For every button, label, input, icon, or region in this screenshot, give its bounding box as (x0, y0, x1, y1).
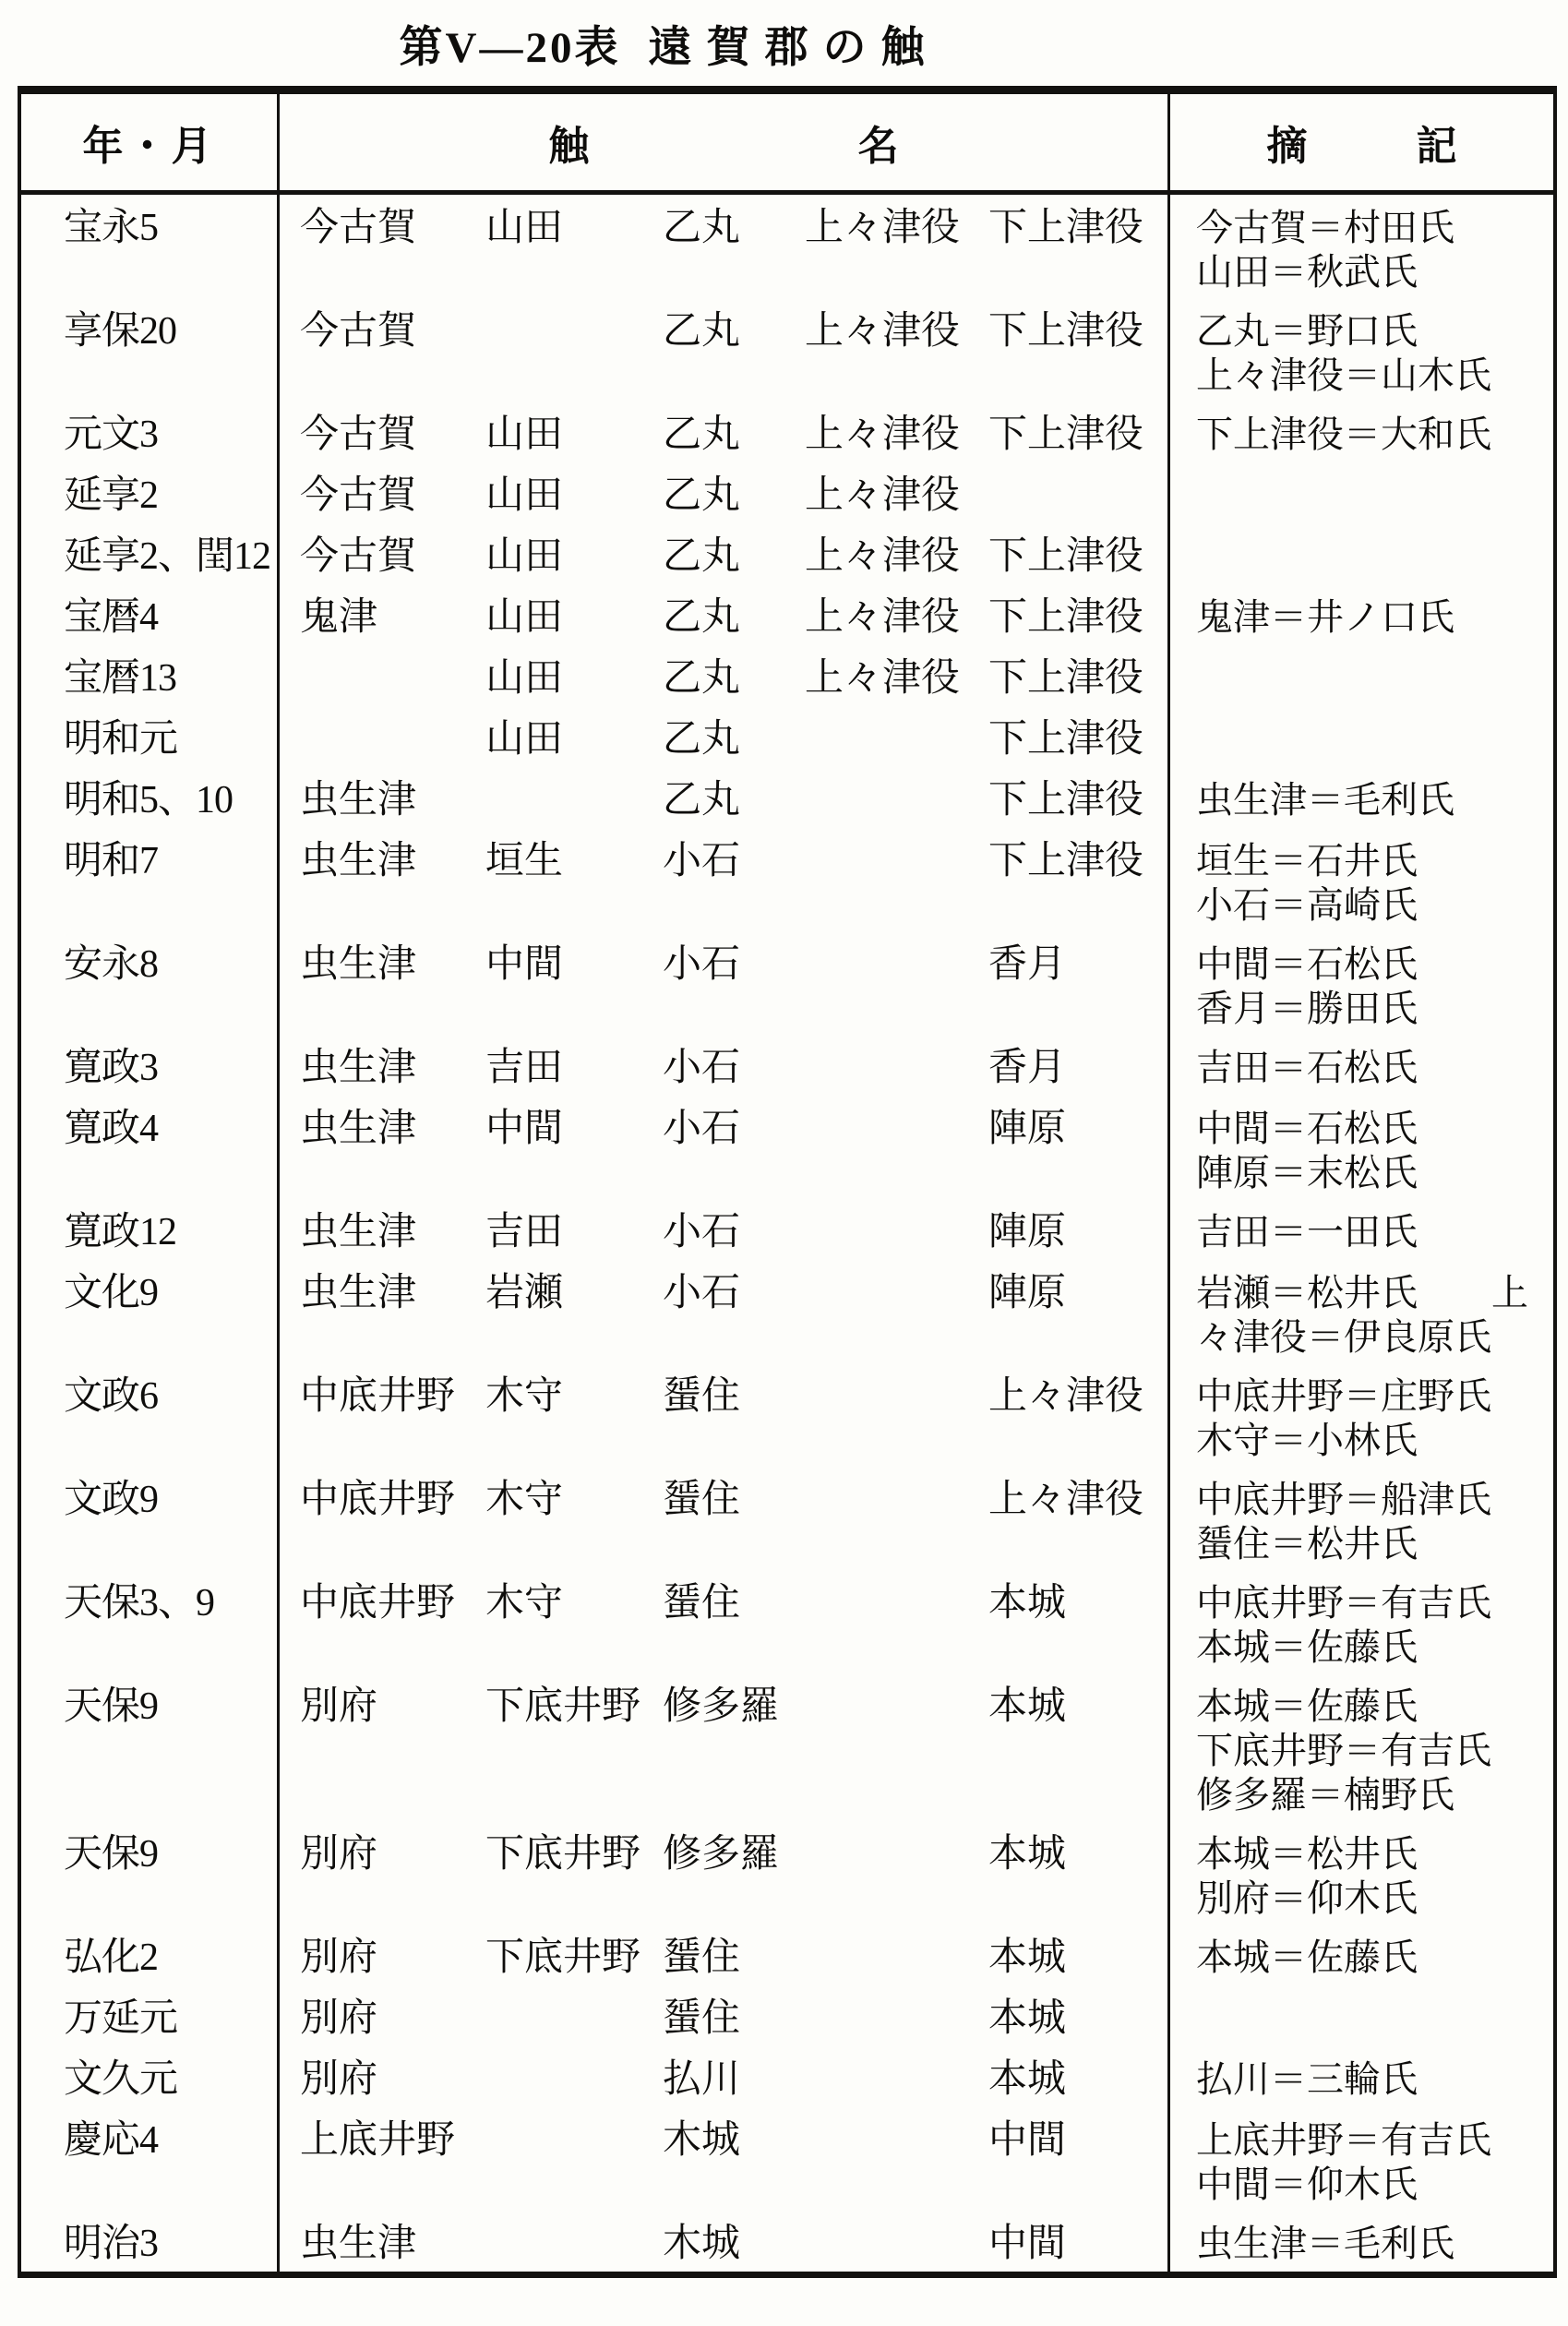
note-line: 修多羅＝楠野氏 (1196, 1774, 1454, 1816)
table-row (21, 402, 1553, 462)
cell-fure-c4 (801, 2211, 981, 2272)
cell-fure-c3: 乙丸 (663, 657, 741, 700)
note-line: 本城＝佐藤氏 (1196, 1626, 1418, 1668)
note-line: 本城＝松井氏 (1196, 1833, 1418, 1875)
cell-fure-c4: 上々津役 (805, 596, 961, 639)
cell-fure-c1: 今古賀 (300, 310, 417, 353)
cell-fure-c3: 乙丸 (663, 779, 741, 821)
cell-fure-c1: 別府 (300, 1936, 378, 1979)
cell-fure-c1: 虫生津 (300, 943, 417, 986)
cell-note (1170, 931, 1553, 1035)
note-line: 鬼津＝井ノ口氏 (1196, 596, 1454, 638)
cell-fure-c2: 山田 (485, 535, 564, 578)
note-line: 上々津役＝山木氏 (1196, 354, 1491, 396)
cell-fure-c1: 今古賀 (300, 207, 417, 249)
cell-fure-c2: 山田 (485, 596, 564, 639)
cell-year: 宝暦4 (21, 584, 280, 645)
cell-note (1170, 1821, 1553, 1924)
cell-fure-c1: 今古賀 (300, 414, 417, 456)
cell-fure-c2: 下底井野 (485, 1685, 641, 1728)
cell-fure-c3: 修多羅 (663, 1685, 780, 1728)
cell-fure-c3: 蜑住 (663, 1479, 741, 1521)
cell-fure-c4 (801, 828, 981, 931)
cell-fure-c4 (801, 1924, 981, 1985)
cell-fure-c4: 上々津役 (805, 474, 961, 517)
note-line: 中間＝石松氏 (1196, 943, 1418, 985)
note-line: 吉田＝石松氏 (1196, 1047, 1418, 1088)
cell-fure-c5: 陣原 (981, 1199, 1170, 1260)
cell-fure-c2: 岩瀬 (485, 1272, 564, 1314)
cell-fure-c2 (478, 2046, 653, 2107)
table-row (21, 1821, 1553, 1924)
cell-note (1170, 523, 1553, 584)
cell-fure-c4 (801, 706, 981, 767)
cell-fure-c5: 本城 (981, 2046, 1170, 2107)
cell-fure-c2: 山田 (485, 718, 564, 761)
table-row (21, 2046, 1553, 2107)
cell-fure-c1: 今古賀 (300, 535, 417, 578)
header-fure-name (280, 94, 1170, 190)
table-row (21, 1260, 1553, 1363)
cell-year: 寛政12 (21, 1199, 280, 1260)
note-line: 乙丸＝野口氏 (1196, 310, 1418, 352)
cell-fure-c2 (478, 1985, 653, 2046)
cell-note (1170, 1570, 1553, 1673)
cell-fure-c2: 下底井野 (485, 1936, 641, 1979)
table-row (21, 1467, 1553, 1570)
cell-fure-c4 (801, 1096, 981, 1199)
cell-fure-c5: 上々津役 (981, 1467, 1170, 1570)
cell-fure-c3: 蜑住 (663, 1582, 741, 1625)
cell-fure-c5: 下上津役 (981, 645, 1170, 706)
cell-note (1170, 298, 1553, 402)
cell-year: 宝永5 (21, 195, 280, 298)
cell-fure-c2 (478, 298, 653, 402)
table-row (21, 462, 1553, 523)
cell-fure-c3: 木城 (663, 2223, 741, 2265)
cell-note (1170, 1673, 1553, 1821)
cell-fure-c3: 乙丸 (663, 474, 741, 517)
cell-year: 文久元 (21, 2046, 280, 2107)
cell-note (1170, 462, 1553, 523)
cell-fure-c1: 上底井野 (300, 2119, 456, 2162)
cell-fure-c5: 陣原 (981, 1260, 1170, 1363)
cell-year: 文政6 (21, 1363, 280, 1467)
table-row (21, 1096, 1553, 1199)
cell-fure-c1: 中底井野 (300, 1479, 456, 1521)
header-notes (1170, 94, 1553, 190)
note-line: 岩瀬＝松井氏 上 (1196, 1272, 1528, 1313)
cell-note (1170, 1260, 1553, 1363)
cell-fure-c5: 本城 (981, 1924, 1170, 1985)
cell-fure-c1: 虫生津 (300, 2223, 417, 2265)
cell-note (1170, 2107, 1553, 2211)
cell-fure-c2: 木守 (485, 1479, 564, 1521)
cell-fure-c1: 別府 (300, 2058, 378, 2101)
cell-fure-c5: 中間 (981, 2107, 1170, 2211)
cell-fure-c3: 小石 (663, 1211, 741, 1253)
note-line: 中底井野＝庄野氏 (1196, 1375, 1491, 1417)
cell-year: 天保9 (21, 1673, 280, 1821)
table-number: 第V—20表 (399, 24, 621, 72)
cell-fure-c4 (801, 1821, 981, 1924)
note-line: 本城＝佐藤氏 (1196, 1936, 1418, 1978)
cell-fure-c4 (801, 931, 981, 1035)
table-row (21, 1924, 1553, 1985)
cell-fure-c3: 小石 (663, 840, 741, 882)
table-row (21, 2107, 1553, 2211)
table-row (21, 828, 1553, 931)
cell-year: 明和5、10 (21, 767, 280, 828)
cell-fure-c3: 小石 (663, 943, 741, 986)
cell-fure-c3: 乙丸 (663, 596, 741, 639)
table-header-row (21, 94, 1553, 195)
cell-fure-c4 (801, 2046, 981, 2107)
cell-year: 元文3 (21, 402, 280, 462)
cell-fure-c5: 香月 (981, 1035, 1170, 1096)
cell-fure-c2: 山田 (485, 474, 564, 517)
table-row (21, 584, 1553, 645)
cell-fure-c5: 下上津役 (981, 706, 1170, 767)
table-row (21, 1570, 1553, 1673)
cell-fure-c1: 中底井野 (300, 1582, 456, 1625)
note-line: 今古賀＝村田氏 (1196, 207, 1454, 248)
cell-fure-c1: 虫生津 (300, 779, 417, 821)
table-row (21, 298, 1553, 402)
cell-note (1170, 402, 1553, 462)
cell-fure-c2: 中間 (485, 943, 564, 986)
table-row (21, 195, 1553, 298)
table-title-text: 遠賀郡の触 (648, 24, 940, 72)
cell-fure-c1: 虫生津 (300, 1108, 417, 1150)
cell-year: 安永8 (21, 931, 280, 1035)
cell-fure-c5: 本城 (981, 1673, 1170, 1821)
cell-note (1170, 767, 1553, 828)
note-line: 虫生津＝毛利氏 (1196, 779, 1454, 821)
cell-fure-c3: 乙丸 (663, 310, 741, 353)
cell-year: 延享2、閏12 (21, 523, 280, 584)
cell-fure-c2: 木守 (485, 1375, 564, 1418)
note-line: 下底井野＝有吉氏 (1196, 1730, 1491, 1771)
table-row (21, 1673, 1553, 1821)
cell-note (1170, 1924, 1553, 1985)
cell-fure-c5: 下上津役 (981, 767, 1170, 828)
cell-fure-c3: 小石 (663, 1108, 741, 1150)
cell-fure-c4 (801, 1260, 981, 1363)
cell-fure-c3: 小石 (663, 1047, 741, 1089)
cell-fure-c3: 蜑住 (663, 1997, 741, 2040)
note-line: 吉田＝一田氏 (1196, 1211, 1418, 1253)
cell-fure-c2: 吉田 (485, 1211, 564, 1253)
header-na-char: 名 (857, 124, 899, 169)
note-line: 々津役＝伊良原氏 (1196, 1316, 1491, 1358)
cell-note (1170, 1096, 1553, 1199)
note-line: 木守＝小林氏 (1196, 1420, 1418, 1461)
cell-fure-c3: 乙丸 (663, 535, 741, 578)
cell-fure-c5: 下上津役 (981, 402, 1170, 462)
page-title (0, 0, 1338, 75)
cell-year: 享保20 (21, 298, 280, 402)
header-note-char-left: 摘 (1266, 124, 1308, 169)
cell-year: 明治3 (21, 2211, 280, 2272)
cell-fure-c4 (801, 2107, 981, 2211)
cell-fure-c2: 山田 (485, 207, 564, 249)
table-row (21, 767, 1553, 828)
cell-year: 寛政3 (21, 1035, 280, 1096)
cell-fure-c5: 上々津役 (981, 1363, 1170, 1467)
cell-fure-c2: 山田 (485, 657, 564, 700)
cell-fure-c4 (801, 1673, 981, 1821)
cell-note (1170, 584, 1553, 645)
table-row (21, 523, 1553, 584)
cell-fure-c2: 木守 (485, 1582, 564, 1625)
cell-fure-c4: 上々津役 (805, 414, 961, 456)
cell-fure-c2: 吉田 (485, 1047, 564, 1089)
cell-fure-c3: 乙丸 (663, 718, 741, 761)
cell-fure-c4: 上々津役 (805, 310, 961, 353)
note-line: 中底井野＝有吉氏 (1196, 1582, 1491, 1624)
cell-fure-c2 (478, 2211, 653, 2272)
cell-fure-c1: 別府 (300, 1685, 378, 1728)
cell-fure-c2 (478, 2107, 653, 2211)
note-line: 下上津役＝大和氏 (1196, 414, 1491, 455)
table-row (21, 1035, 1553, 1096)
note-line: 中底井野＝船津氏 (1196, 1479, 1491, 1520)
cell-fure-c3: 乙丸 (663, 207, 741, 249)
note-line: 垣生＝石井氏 (1196, 840, 1418, 881)
cell-fure-c4 (801, 1467, 981, 1570)
cell-year: 万延元 (21, 1985, 280, 2046)
note-line: 陣原＝末松氏 (1196, 1152, 1418, 1193)
note-line: 中間＝石松氏 (1196, 1108, 1418, 1149)
note-line: 蜑住＝松井氏 (1196, 1523, 1418, 1565)
cell-fure-c3: 払川 (663, 2058, 741, 2101)
cell-note (1170, 2211, 1553, 2272)
cell-year: 文政9 (21, 1467, 280, 1570)
table-body (21, 195, 1553, 2272)
cell-note (1170, 706, 1553, 767)
cell-fure-c3: 小石 (663, 1272, 741, 1314)
table-row (21, 706, 1553, 767)
cell-year: 明和7 (21, 828, 280, 931)
cell-note (1170, 1035, 1553, 1096)
cell-fure-c4: 上々津役 (805, 207, 961, 249)
cell-year: 文化9 (21, 1260, 280, 1363)
cell-fure-c5: 香月 (981, 931, 1170, 1035)
cell-fure-c1: 別府 (300, 1997, 378, 2040)
cell-fure-c4 (801, 1985, 981, 2046)
note-line: 香月＝勝田氏 (1196, 988, 1418, 1029)
header-note-char-right: 記 (1416, 124, 1457, 169)
cell-fure-c1: 鬼津 (300, 596, 378, 639)
cell-fure-c3: 蜑住 (663, 1936, 741, 1979)
cell-year: 宝暦13 (21, 645, 280, 706)
fure-table (18, 86, 1557, 2278)
cell-year: 明和元 (21, 706, 280, 767)
cell-fure-c5: 陣原 (981, 1096, 1170, 1199)
note-line: 山田＝秋武氏 (1196, 251, 1418, 293)
cell-fure-c3: 乙丸 (663, 414, 741, 456)
cell-fure-c3: 蜑住 (663, 1375, 741, 1418)
note-line: 虫生津＝毛利氏 (1196, 2223, 1454, 2264)
table-row (21, 1199, 1553, 1260)
table-row (21, 931, 1553, 1035)
cell-fure-c5: 本城 (981, 1821, 1170, 1924)
cell-fure-c5: 下上津役 (981, 828, 1170, 931)
cell-fure-c4: 上々津役 (805, 535, 961, 578)
note-line: 別府＝仰木氏 (1196, 1877, 1418, 1919)
cell-fure-c5: 本城 (981, 1985, 1170, 2046)
cell-note (1170, 1985, 1553, 2046)
cell-fure-c5: 本城 (981, 1570, 1170, 1673)
cell-note (1170, 828, 1553, 931)
note-line: 小石＝高崎氏 (1196, 884, 1418, 926)
cell-note (1170, 1199, 1553, 1260)
header-fure-char: 触 (548, 124, 590, 169)
cell-fure-c4 (801, 1570, 981, 1673)
cell-fure-c1: 虫生津 (300, 1047, 417, 1089)
cell-fure-c2: 中間 (485, 1108, 564, 1150)
cell-year: 慶応4 (21, 2107, 280, 2211)
cell-fure-c1: 別府 (300, 1833, 378, 1876)
cell-fure-c1: 今古賀 (300, 474, 417, 517)
note-line: 中間＝仰木氏 (1196, 2164, 1418, 2205)
header-year-month: 年・月 (21, 94, 280, 190)
cell-fure-c1 (280, 706, 478, 767)
cell-fure-c4 (801, 1363, 981, 1467)
cell-fure-c2: 下底井野 (485, 1833, 641, 1876)
cell-year: 天保9 (21, 1821, 280, 1924)
note-line: 上底井野＝有吉氏 (1196, 2119, 1491, 2161)
cell-year: 寛政4 (21, 1096, 280, 1199)
cell-fure-c1: 虫生津 (300, 1211, 417, 1253)
cell-fure-c1: 中底井野 (300, 1375, 456, 1418)
cell-fure-c5: 中間 (981, 2211, 1170, 2272)
cell-fure-c4: 上々津役 (805, 657, 961, 700)
cell-fure-c3: 修多羅 (663, 1833, 780, 1876)
cell-note (1170, 2046, 1553, 2107)
cell-fure-c2 (478, 767, 653, 828)
cell-note (1170, 1363, 1553, 1467)
cell-fure-c5: 下上津役 (981, 584, 1170, 645)
table-row (21, 645, 1553, 706)
cell-fure-c4 (801, 1199, 981, 1260)
cell-fure-c4 (801, 1035, 981, 1096)
table-row (21, 1985, 1553, 2046)
note-line: 本城＝佐藤氏 (1196, 1685, 1418, 1727)
cell-fure-c5: 下上津役 (981, 195, 1170, 298)
cell-year: 天保3、9 (21, 1570, 280, 1673)
note-line: 払川＝三輪氏 (1196, 2058, 1418, 2100)
cell-note (1170, 1467, 1553, 1570)
cell-fure-c1: 虫生津 (300, 840, 417, 882)
table-row (21, 1363, 1553, 1467)
cell-note (1170, 645, 1553, 706)
cell-fure-c5 (981, 462, 1170, 523)
cell-fure-c2: 山田 (485, 414, 564, 456)
table-row (21, 2211, 1553, 2272)
cell-fure-c5: 下上津役 (981, 298, 1170, 402)
cell-fure-c1: 虫生津 (300, 1272, 417, 1314)
cell-fure-c4 (801, 767, 981, 828)
cell-year: 弘化2 (21, 1924, 280, 1985)
cell-fure-c2: 垣生 (485, 840, 564, 882)
cell-year: 延享2 (21, 462, 280, 523)
cell-fure-c1 (280, 645, 478, 706)
cell-note (1170, 195, 1553, 298)
cell-fure-c3: 木城 (663, 2119, 741, 2162)
cell-fure-c5: 下上津役 (981, 523, 1170, 584)
